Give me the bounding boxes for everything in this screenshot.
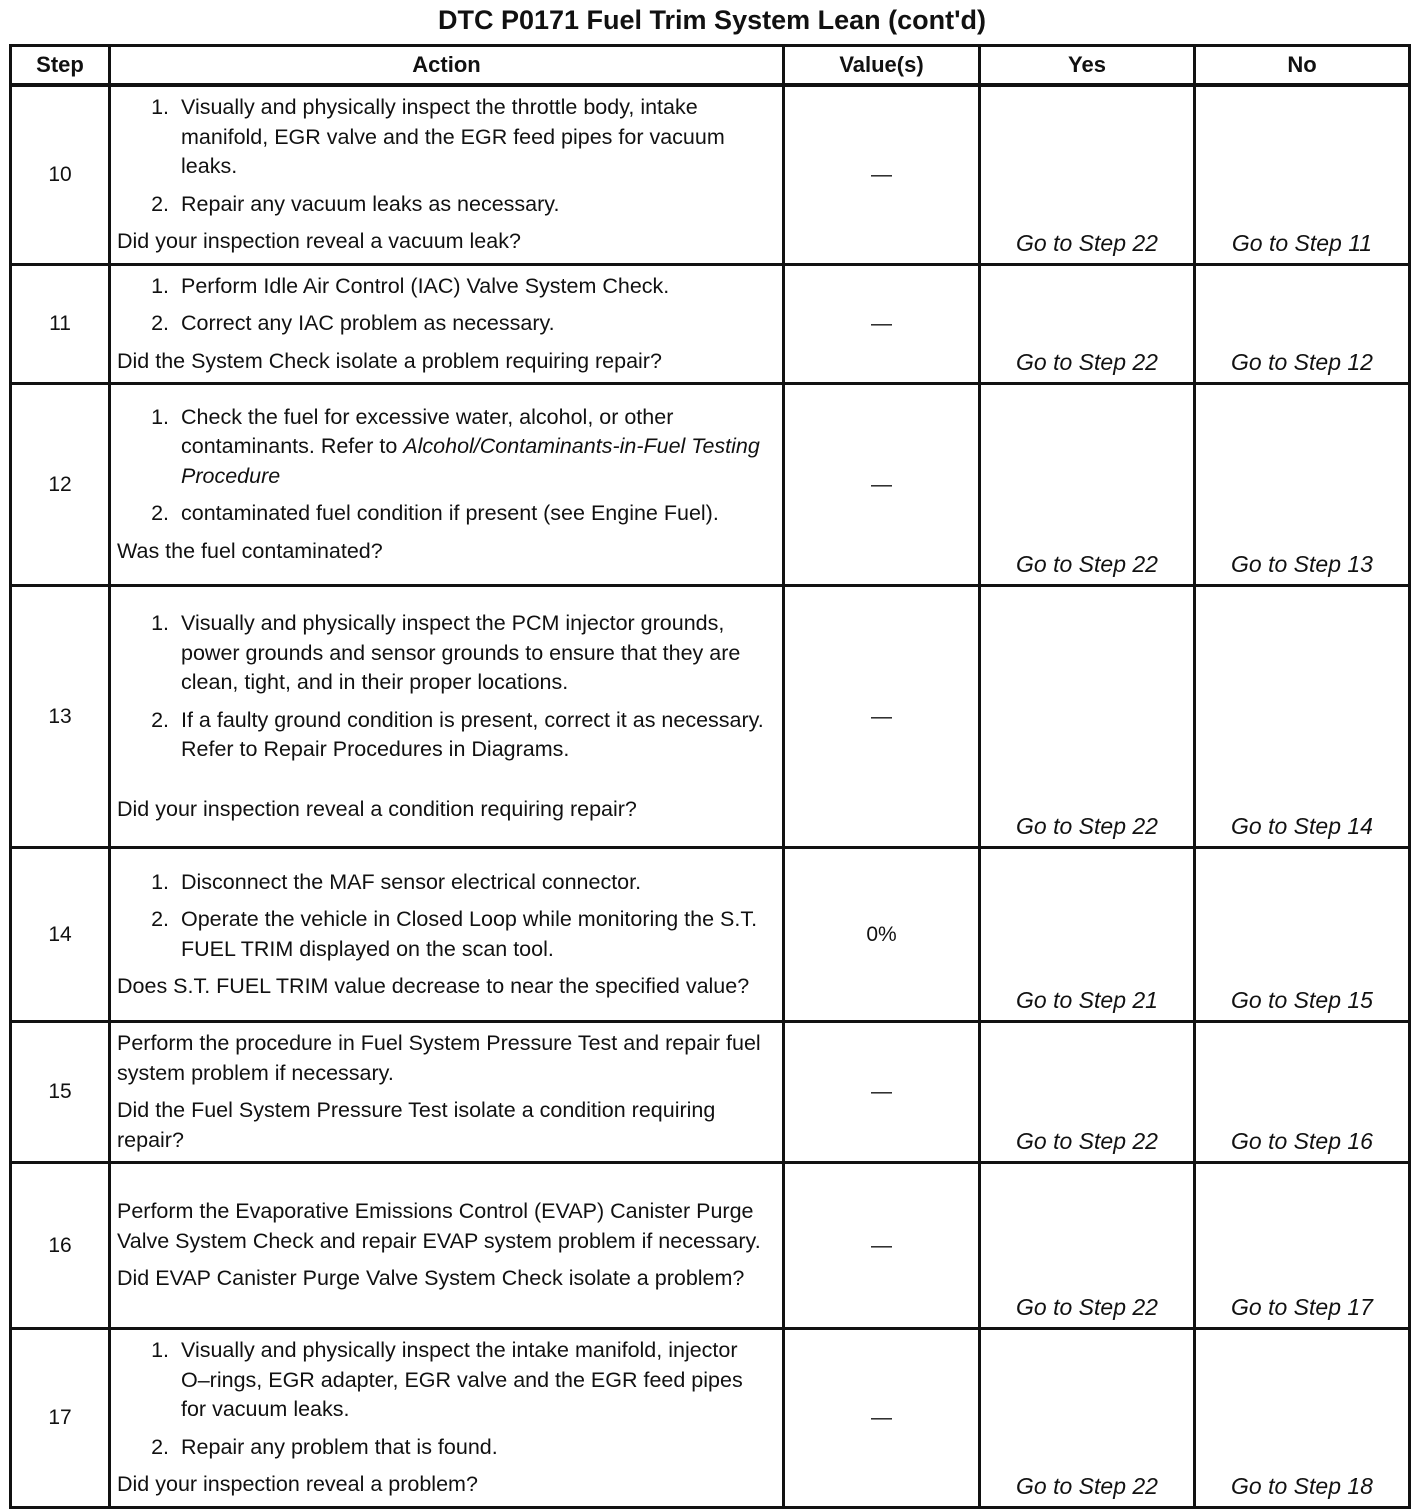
action-question: Did the System Check isolate a problem requiring repair? <box>117 348 662 373</box>
table-row <box>11 586 1410 848</box>
list-item: 1. Visually and physically inspect the intake manifold, injector O–rings, EGR adapter, EGR valve and the EGR feed pipes for vacuum leaks. <box>151 1338 743 1421</box>
action-list <box>117 403 772 529</box>
header-yes: Yes <box>980 46 1195 86</box>
value-cell: — <box>784 384 980 586</box>
value-cell: — <box>784 85 980 264</box>
no-goto: Go to Step 11 <box>1195 85 1410 264</box>
action-question: Did your inspection reveal a problem? <box>117 1472 478 1496</box>
table-row <box>11 264 1410 384</box>
no-goto: Go to Step 16 <box>1195 1022 1410 1163</box>
action-cell <box>110 848 784 1022</box>
step-number: 16 <box>11 1163 110 1329</box>
no-goto: Go to Step 12 <box>1195 264 1410 384</box>
step-number: 15 <box>11 1022 110 1163</box>
yes-goto: Go to Step 21 <box>980 848 1195 1022</box>
table-row <box>11 384 1410 586</box>
action-list <box>117 609 772 765</box>
list-item: 2. contaminated fuel condition if present (see Engine Fuel). <box>151 501 719 526</box>
action-cell <box>110 1329 784 1508</box>
header-values: Value(s) <box>784 46 980 86</box>
table-row <box>11 1329 1410 1508</box>
action-cell <box>110 384 784 586</box>
value-cell: — <box>784 586 980 848</box>
no-goto: Go to Step 17 <box>1195 1163 1410 1329</box>
step-number: 12 <box>11 384 110 586</box>
header-action: Action <box>110 46 784 86</box>
yes-goto: Go to Step 22 <box>980 1329 1195 1508</box>
list-item: 1. Visually and physically inspect the throttle body, intake manifold, EGR valve and the EGR feed pipes for vacuum leaks. <box>151 95 725 178</box>
yes-goto: Go to Step 22 <box>980 85 1195 264</box>
action-question: Did your inspection reveal a condition requiring repair? <box>117 796 637 821</box>
action-list <box>117 868 772 965</box>
value-cell: 0% <box>784 848 980 1022</box>
action-list <box>117 1336 772 1462</box>
step-number: 14 <box>11 848 110 1022</box>
action-paragraph: Perform the Evaporative Emissions Control (EVAP) Canister Purge Valve System Check and repair EVAP system problem if necessary. <box>117 1199 761 1253</box>
action-question: Did your inspection reveal a vacuum leak? <box>117 229 521 253</box>
page-title: DTC P0171 Fuel Trim System Lean (cont'd) <box>437 5 987 35</box>
list-item: 2. Correct any IAC problem as necessary. <box>151 311 555 335</box>
list-item: 2. Operate the vehicle in Closed Loop while monitoring the S.T. FUEL TRIM displayed on the scan tool. <box>151 907 758 961</box>
header-no: No <box>1195 46 1410 86</box>
table-row <box>11 1163 1410 1329</box>
table-header-row <box>11 46 1410 86</box>
list-item: 2. Repair any problem that is found. <box>151 1434 498 1459</box>
procedure-reference: Alcohol/Contaminants-in-Fuel Testing Procedure <box>181 434 760 488</box>
step-number: 13 <box>11 586 110 848</box>
step-number: 17 <box>11 1329 110 1508</box>
value-cell: — <box>784 1163 980 1329</box>
table-row <box>11 1022 1410 1163</box>
table-row <box>11 848 1410 1022</box>
action-cell <box>110 1022 784 1163</box>
list-item: 1. Disconnect the MAF sensor electrical connector. <box>151 869 642 894</box>
table-row <box>11 85 1410 264</box>
diagnostic-table <box>9 44 1411 1509</box>
value-cell: — <box>784 1329 980 1508</box>
list-item: 1. Check the fuel for excessive water, alcohol, or other contaminants. Refer to Alcohol/Contaminants-in-Fuel Testing Procedure <box>151 404 760 488</box>
action-question: Does S.T. FUEL TRIM value decrease to near the specified value? <box>117 974 750 998</box>
yes-goto: Go to Step 22 <box>980 264 1195 384</box>
list-item: 2. Repair any vacuum leaks as necessary. <box>151 191 560 216</box>
action-list <box>117 272 772 339</box>
yes-goto: Go to Step 22 <box>980 586 1195 848</box>
step-number: 11 <box>11 264 110 384</box>
yes-goto: Go to Step 22 <box>980 384 1195 586</box>
no-goto: Go to Step 13 <box>1195 384 1410 586</box>
header-step: Step <box>11 46 110 86</box>
step-number: 10 <box>11 85 110 264</box>
action-question: Did EVAP Canister Purge Valve System Check isolate a problem? <box>117 1266 745 1291</box>
no-goto: Go to Step 18 <box>1195 1329 1410 1508</box>
list-item: 2. If a faulty ground condition is present, correct it as necessary. Refer to Repair Procedures in Diagrams. <box>151 707 764 761</box>
action-question: Did the Fuel System Pressure Test isolate a condition requiring repair? <box>117 1098 716 1152</box>
action-question: Was the fuel contaminated? <box>117 538 383 563</box>
yes-goto: Go to Step 22 <box>980 1163 1195 1329</box>
no-goto: Go to Step 14 <box>1195 586 1410 848</box>
action-cell <box>110 586 784 848</box>
no-goto: Go to Step 15 <box>1195 848 1410 1022</box>
action-paragraph: Perform the procedure in Fuel System Pressure Test and repair fuel system problem if necessary. <box>117 1031 761 1085</box>
value-cell: — <box>784 264 980 384</box>
action-cell <box>110 264 784 384</box>
action-cell <box>110 85 784 264</box>
action-list <box>117 93 772 219</box>
list-item: 1. Visually and physically inspect the PCM injector grounds, power grounds and sensor grounds to ensure that they are clean, tight, and in their proper locations. <box>151 611 741 694</box>
action-cell <box>110 1163 784 1329</box>
yes-goto: Go to Step 22 <box>980 1022 1195 1163</box>
list-item: 1. Perform Idle Air Control (IAC) Valve System Check. <box>151 273 670 298</box>
value-cell: — <box>784 1022 980 1163</box>
